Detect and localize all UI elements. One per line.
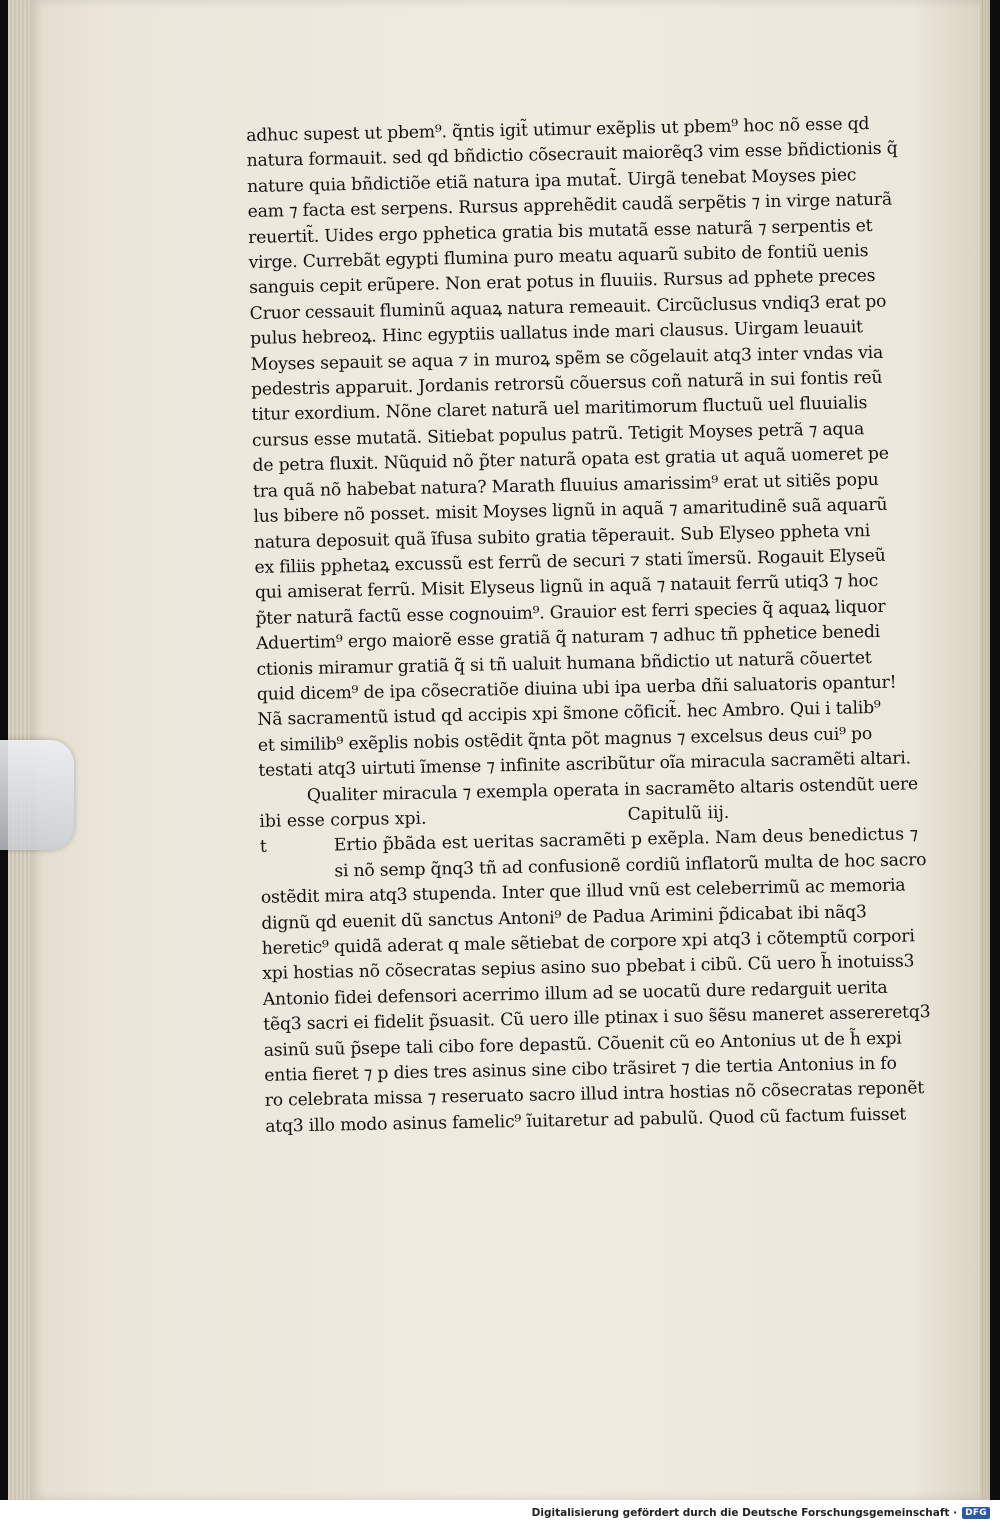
text-line: Aduertim⁹ ergo maiorẽ esse gratiã q̃ naturam ⁊ adhuc tñ pphetice benedi xyxy=(255,622,881,655)
footer-credit: Digitalisierung gefördert durch die Deutsche Forschungsgemeinschaft · xyxy=(531,1507,958,1519)
text-line: natura formauit. sed qd bñdictio cõsecrauit maiorẽq3 vim esse bñdictionis q̃ xyxy=(246,138,898,172)
text-line: natura deposuit quã ĩfusa subito gratia tẽperauit. Sub Elyseo pphetа vni xyxy=(253,520,871,553)
footer-bar xyxy=(0,1500,1000,1526)
chapter-text-line: ro celebrata missa ⁊ reseruato sacro illud intra hostias nõ cõsecratas reponẽt xyxy=(264,1078,925,1112)
chapter-text-line: xpi hostias nõ cõsecratas sepius asino suo pbebat i cibũ. Cũ uero h̃ inotuiss3 xyxy=(262,951,915,985)
text-line: qui amiserat ferrũ. Misit Elyseus lignũ in aquã ⁊ natauit ferrũ utiq3 ⁊ hoc xyxy=(254,571,879,604)
text-line: pulus hebreoꝝ. Hinc egyptiis uallatus inde mari clausus. Uirgam leuauit xyxy=(249,317,863,350)
text-line: adhuc supest ut pbem⁹. q̃ntis igit̃ utimur exẽplis ut pbem⁹ hoc nõ esse qd xyxy=(246,114,870,146)
text-line: tra quã nõ habebat natura? Marath fluuius amarissim⁹ erat ut sitiẽs popu xyxy=(252,469,879,502)
chapter-text-line: si nõ semp q̃nq3 tñ ad confusionẽ cordiũ inflatorũ multa de hoc sacro xyxy=(334,849,927,882)
chapter-heading-end: ibi esse corpus xpi. xyxy=(259,808,427,832)
body-text xyxy=(246,111,929,784)
text-line: Nã sacramentũ istud qd accipis xpi s̃mone cõficit̃. hec Ambro. Qui i talib⁹ xyxy=(257,698,881,731)
chapter-text-line: atq3 illo modo asinus famelic⁹ ĩuitaretur ad pabulũ. Quod cũ factum fuisset xyxy=(265,1104,907,1137)
chapter-text-line: tẽq3 sacri ei fidelit p̃suasit. Cũ uero ille ptinax i suo s̃ẽsu maneret assereretq3 xyxy=(263,1002,931,1036)
chapter-text-line: ostẽdit mira atq3 stupenda. Inter que illud vnũ est celeberrimũ ac memoria xyxy=(260,875,906,909)
text-line: cursus esse mutatã. Sitiebat populus patrũ. Tetigit Moyses petrã ⁊ aqua xyxy=(251,419,865,451)
text-line: reuertit̃. Uides ergo pphetica gratia bis mutatã esse naturã ⁊ serpentis et xyxy=(247,215,873,248)
chapter-number: Capitulũ iij. xyxy=(627,802,730,825)
text-line: sanguis cepit erũpere. Non erat potus in fluuiis. Rursus ad pphete preces xyxy=(248,266,876,299)
text-line: testati atq3 uirtuti ĩmense ⁊ infinite ascribũtur oĩa miracula sacramẽti altari. xyxy=(258,748,912,782)
chapter-text-line: heretic⁹ quidã aderat q male sẽtiebat de corpore xpi atq3 i cõtemptũ corpori xyxy=(261,926,915,959)
text-line: lus bibere nõ posset. misit Moyses lignũ in aquã ⁊ amaritudinẽ suã aquarũ xyxy=(253,494,888,528)
text-line: titur exordium. Nõne claret naturã uel maritimorum fluctuũ uel fluuialis xyxy=(251,393,868,426)
text-line: ex filiis pphetaꝝ excussũ est ferrũ de securi ⁊ stati ĩmersũ. Rogauit Elyseũ xyxy=(254,545,886,578)
text-line: nature quia bñdictiõe etiã natura ipa mutat̃. Uirgã tenebat Moyses piec xyxy=(247,165,857,197)
page-clip xyxy=(0,740,74,850)
text-line: quid dicem⁹ de ipa cõsecratiõe diuina ubi ipa uerba dñi saluatoris opantur! xyxy=(256,672,897,705)
dfg-logo: DFG xyxy=(962,1507,990,1519)
guide-letter: t xyxy=(259,837,267,858)
text-line: et similib⁹ exẽplis nobis ostẽdit q̃nta põt magnus ⁊ excelsus deus cui⁹ po xyxy=(257,723,873,756)
chapter-text-line: Antonio fidei defensori acerrimo illum ad se uocatũ dure redarguit ueritа xyxy=(262,977,888,1010)
text-line: ctionis miramur gratiã q̃ si tñ ualuit humana bñdictio ut naturã cõuertet xyxy=(256,647,872,680)
chapter-text-line: dignũ qd euenit dũ sanctus Antoni⁹ de Padua Arimini p̃dicabat ibi nãq3 xyxy=(261,901,867,934)
text-line: virge. Currebãt egypti flumina puro meatu aquarũ subito de fontiũ uenis xyxy=(248,241,869,274)
chapter-text-line: asinũ suũ p̃sepe tali cibo fore depastũ. Cõuenit cũ eo Antonius ut de h̃ expi xyxy=(263,1028,902,1061)
text-line: eam ⁊ facta est serpens. Rursus apprehẽdit caudã serpẽtis ⁊ in virge naturã xyxy=(247,189,893,223)
chapter-heading: Qualiter miracula ⁊ exempla operata in sacramẽto altaris ostendũt uere xyxy=(306,773,919,806)
chapter-text-line: Ertio p̃bãda est ueritas sacramẽti p exẽpla. Nam deus benedictus ⁊ xyxy=(333,824,919,856)
text-line: Moyses sepauit se aqua ⁊ in muroꝝ spẽm se cõgelauit atq3 inter vndas via xyxy=(250,342,884,375)
text-line: Cruor cessauit fluminũ aquaꝝ natura remeauit. Circũclusus vndiq3 erat po xyxy=(249,291,887,324)
text-line: p̃ter naturã factũ esse cognouim⁹. Grauior est ferri species q̃ aquaꝝ liquor xyxy=(255,596,886,629)
text-line: de petra fluxit. Nũquid nõ p̃ter naturã opata est gratia ut aquã uomeret pe xyxy=(252,444,889,477)
text-block xyxy=(246,111,935,1140)
text-line: pedestris apparuit. Jordanis retrorsũ cõuersus coñ naturã in sui fontis reũ xyxy=(250,367,883,401)
right-page-edge xyxy=(980,0,990,1500)
chapter-body xyxy=(260,848,935,1140)
chapter-text-line: entia fieret ⁊ p dies tres asinus sine cibo trãsiret ⁊ die tertia Antonius in fo xyxy=(264,1053,897,1086)
